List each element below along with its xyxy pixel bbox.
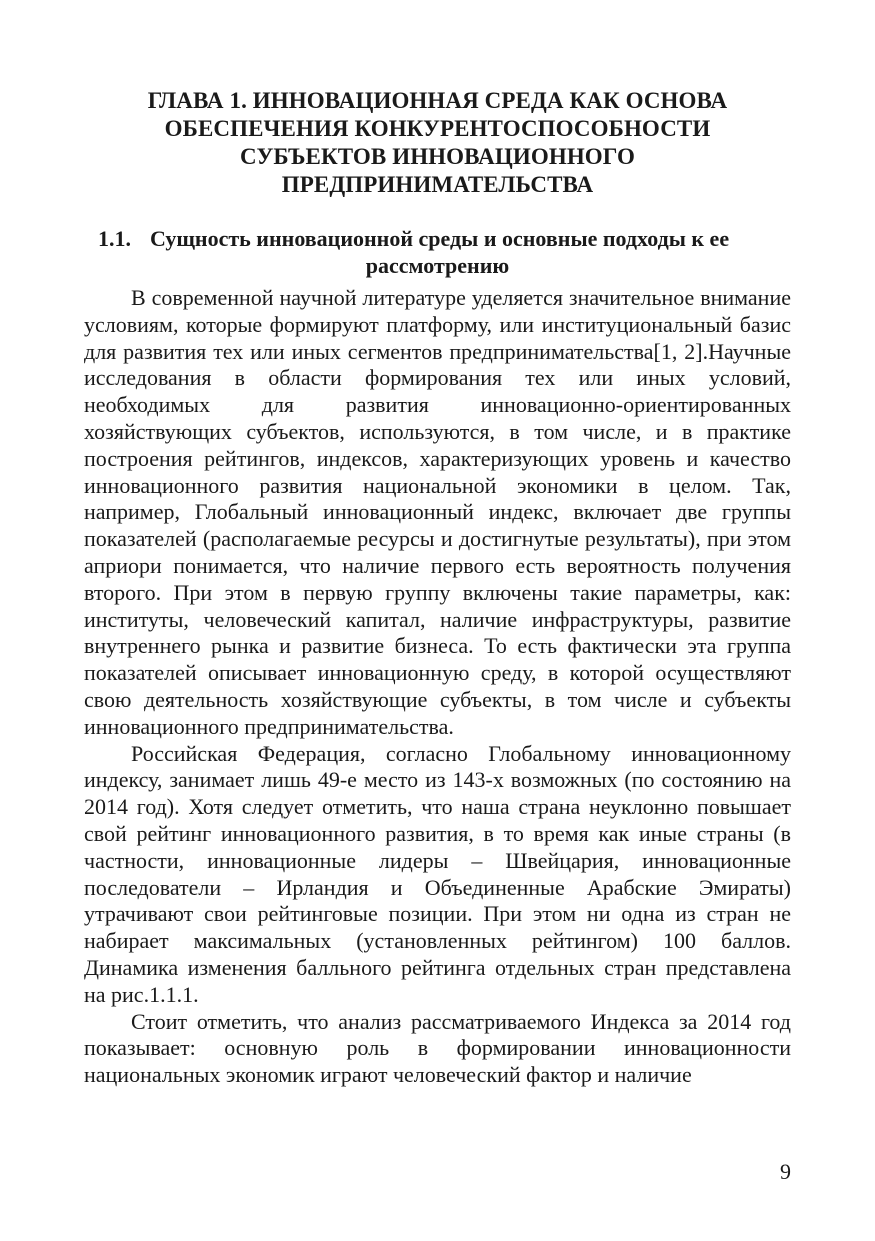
section-title-line: рассмотрению xyxy=(365,253,510,278)
chapter-title-line: ОБЕСПЕЧЕНИЯ КОНКУРЕНТОСПОСОБНОСТИ xyxy=(164,116,711,141)
chapter-title-line: ГЛАВА 1. ИННОВАЦИОННАЯ СРЕДА КАК ОСНОВА xyxy=(147,88,728,113)
paragraph: Стоит отметить, что анализ рассматриваемого Индекса за 2014 год показывает: основную роль в формировании инновационности национальных экономик играют человеческий фактор и наличие xyxy=(84,1008,791,1088)
page-number: 9 xyxy=(780,1159,791,1184)
section-title xyxy=(84,225,791,279)
chapter-title-line: СУБЪЕКТОВ ИННОВАЦИОННОГО xyxy=(240,144,635,169)
paragraph: В современной научной литературе уделяется значительное внимание условиям, которые формируют платформу, или институциональный базис для развития тех или иных сегментов предпринимательства[1, 2].Научные исследования в области формирования тех или иных условий, необходимых для развития инновационно-ориентированных хозяйствующих субъектов, используются, в том числе, и в практике построения рейтингов, индексов, характеризующих уровень и качество инновационного развития национальной экономики в целом. Так, например, Глобальный инновационный индекс, включает две группы показателей (располагаемые ресурсы и достигнутые результаты), при этом априори понимается, что наличие первого есть вероятность получения второго. При этом в первую группу включены такие параметры, как: институты, человеческий капитал, наличие инфраструктуры, развитие внутреннего рынка и развитие бизнеса. То есть фактически эта группа показателей описывает инновационную среду, в которой осуществляют свою деятельность хозяйствующие субъекты, в том числе и субъекты инновационного предпринимательства. xyxy=(84,285,791,739)
section-number: 1.1. xyxy=(98,226,131,251)
section-title-line xyxy=(84,225,791,252)
chapter-title-line: ПРЕДПРИНИМАТЕЛЬСТВА xyxy=(281,172,594,197)
paragraph: Российская Федерация, согласно Глобальному инновационному индексу, занимает лишь 49-е место из 143-х возможных (по состоянию на 2014 год). Хотя следует отметить, что наша страна неуклонно повышает свой рейтинг инновационного развития, в то время как иные страны (в частности, инновационные лидеры – Швейцария, инновационные последователи – Ирландия и Объединенные Арабские Эмираты) утрачивают свои рейтинговые позиции. При этом ни одна из стран не набирает максимальных (установленных рейтингом) 100 баллов. Динамика изменения балльного рейтинга отдельных стран представлена на рис.1.1.1. xyxy=(84,740,791,1007)
body-text xyxy=(84,285,791,1089)
section-title-text: Сущность инновационной среды и основные подходы к ее xyxy=(150,226,730,251)
chapter-title xyxy=(84,87,791,199)
